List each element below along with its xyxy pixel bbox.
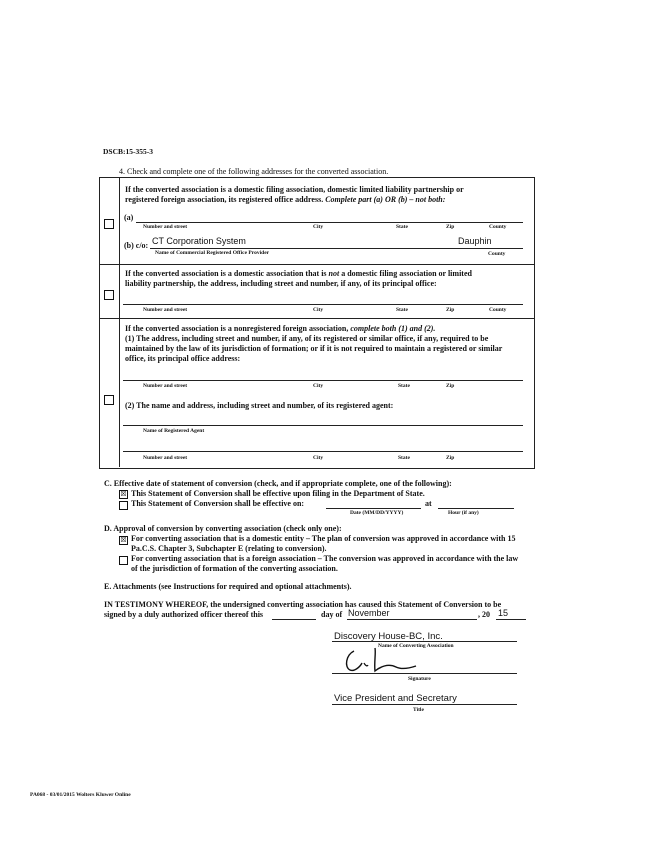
label-number-street: Number and street	[143, 383, 188, 389]
label-zip: Zip	[446, 224, 455, 230]
signature-line[interactable]	[332, 673, 517, 674]
agent-name-line[interactable]	[123, 425, 523, 426]
box3-p1-line3: office, its principal office address:	[125, 354, 241, 363]
label-city: City	[313, 224, 324, 230]
label-company-name: Name of Converting Association	[378, 643, 454, 649]
checkbox-column-divider	[119, 177, 120, 467]
box2-heading-line2: liability partnership, the address, including street and number, if any, of its principal office:	[125, 279, 437, 288]
title-line	[332, 704, 517, 705]
testimony-line1: IN TESTIMONY WHEREOF, the undersigned converting association has caused this Statement of Conversion to be	[104, 600, 502, 609]
section4-title: 4. Check and complete one of the following addresses for the converted association.	[119, 167, 389, 176]
label-city: City	[313, 383, 324, 389]
foreign-association-line1: For converting association that is a foreign association – The conversion was approved in accordance with the law	[131, 554, 519, 563]
county-value[interactable]: Dauphin	[458, 236, 492, 246]
label-signature: Signature	[408, 676, 431, 682]
agent-address-line[interactable]	[123, 451, 523, 452]
box3-heading: If the converted association is a nonregistered foreign association, complete both (1) and (2).	[125, 324, 436, 333]
part-a-label: (a)	[124, 213, 134, 222]
day-of-label: day of	[321, 610, 343, 619]
checkbox-principal-office[interactable]	[104, 290, 114, 300]
section-c-title: C. Effective date of statement of conversion (check, and if appropriate complete, one of the following):	[104, 479, 452, 488]
part-a-address-line[interactable]	[136, 222, 523, 223]
checkbox-domestic-entity[interactable]: ☒	[120, 536, 127, 544]
year-prefix: , 20	[478, 610, 490, 619]
foreign-association-line2: of the jurisdiction of formation of the converting association.	[131, 564, 338, 573]
label-hour: Hour (if any)	[448, 510, 479, 516]
box1-heading-italic: Complete part (a) OR (b) – not both:	[325, 195, 446, 204]
box1-heading-line1: If the converted association is a domestic filing association, domestic limited liability partnership or	[125, 185, 464, 194]
box-divider-1	[99, 264, 534, 265]
effective-date-line[interactable]	[326, 508, 421, 509]
year-value[interactable]: 15	[498, 608, 509, 618]
year-line	[496, 619, 526, 620]
label-state: State	[398, 455, 410, 461]
day-line[interactable]	[272, 619, 316, 620]
registered-office-provider-value[interactable]: CT Corporation System	[152, 236, 246, 246]
label-state: State	[398, 383, 410, 389]
label-zip: Zip	[446, 307, 455, 313]
checkbox-effective-on-date[interactable]	[119, 501, 128, 510]
testimony-line2: signed by a duly authorized officer thereof this	[104, 610, 264, 619]
label-city: City	[313, 455, 324, 461]
month-value[interactable]: November	[348, 608, 390, 618]
label-county: County	[489, 307, 507, 313]
label-number-street: Number and street	[143, 224, 188, 230]
box3-p1-line1: (1) The address, including street and number, if any, of its registered or similar office, if any, required to be	[125, 334, 489, 343]
box2-heading-line1: If the converted association is a domestic association that is not a domestic filing association or limited	[125, 269, 472, 278]
part-b-line	[150, 248, 523, 249]
month-line	[347, 619, 477, 620]
effective-on-date-text: This Statement of Conversion shall be effective on:	[131, 499, 305, 508]
box-divider-2	[99, 318, 534, 319]
label-county-b: County	[488, 251, 506, 257]
foreign-office-line[interactable]	[123, 380, 523, 381]
checkbox-foreign-association[interactable]	[119, 556, 128, 565]
label-registered-agent: Name of Registered Agent	[143, 428, 205, 434]
label-title: Title	[413, 707, 424, 713]
box3-p1-line2: maintained by the law of its jurisdiction of formation; or if it is not required to maintain a registered or similar	[125, 344, 503, 353]
domestic-entity-line1: For converting association that is a domestic entity – The plan of conversion was approved in accordance with 15	[131, 534, 516, 543]
effective-hour-line[interactable]	[438, 508, 514, 509]
footer-code: PA068 - 03/01/2015 Wolters Kluwer Online	[30, 792, 131, 798]
label-number-street: Number and street	[143, 455, 188, 461]
doc-code: DSCB:15-355-3	[103, 147, 153, 156]
principal-office-line[interactable]	[123, 304, 523, 305]
label-zip: Zip	[446, 455, 455, 461]
label-date: Date (MM/DD/YYYY)	[350, 510, 404, 516]
company-name-line	[332, 641, 517, 642]
box1-heading-line2: registered foreign association, its registered office address.	[125, 195, 324, 204]
label-state: State	[396, 307, 408, 313]
section-d-title: D. Approval of conversion by converting association (check only one):	[104, 524, 342, 533]
company-name-value[interactable]: Discovery House-BC, Inc.	[334, 631, 443, 642]
signature-image	[340, 643, 440, 675]
box3-p2: (2) The name and address, including street and number, of its registered agent:	[125, 401, 394, 410]
label-city: City	[313, 307, 324, 313]
at-label: at	[425, 499, 432, 508]
part-b-label: (b) c/o:	[124, 241, 149, 250]
label-county: County	[489, 224, 507, 230]
label-number-street: Number and street	[143, 307, 188, 313]
checkbox-effective-upon-filing[interactable]: ☒	[120, 490, 127, 498]
section-e-title: E. Attachments (see Instructions for required and optional attachments).	[104, 582, 352, 591]
domestic-entity-line2: Pa.C.S. Chapter 3, Subchapter E (relating to conversion).	[131, 544, 327, 553]
label-provider: Name of Commercial Registered Office Provider	[155, 250, 270, 256]
label-zip: Zip	[446, 383, 455, 389]
checkbox-registered-office[interactable]	[104, 219, 114, 229]
checkbox-nonregistered-foreign[interactable]	[104, 395, 114, 405]
title-value[interactable]: Vice President and Secretary	[334, 693, 457, 704]
label-state: State	[396, 224, 408, 230]
effective-upon-filing-text: This Statement of Conversion shall be effective upon filing in the Department of State.	[131, 489, 425, 498]
